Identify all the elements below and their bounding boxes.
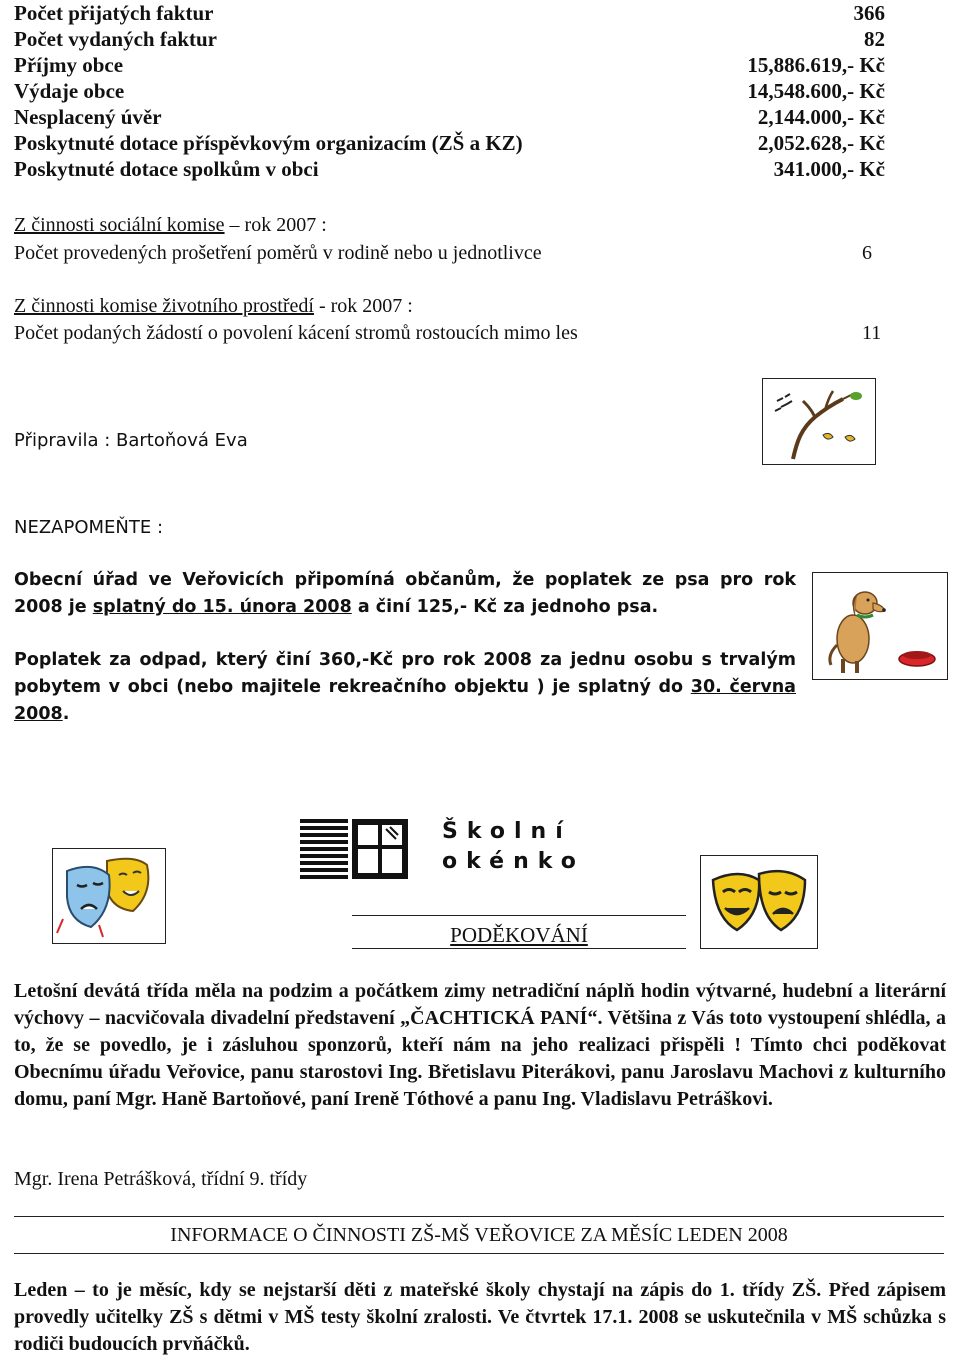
social-heading-rest: – rok 2007 :	[224, 214, 327, 236]
environment-heading-rest: - rok 2007 :	[313, 295, 413, 317]
school-window-logo	[298, 813, 585, 883]
info-title-box	[14, 1216, 944, 1254]
social-heading	[14, 212, 327, 238]
stat-label: Výdaje obce	[14, 79, 125, 103]
stat-value: 341.000,- Kč	[773, 157, 885, 181]
thanks-rule-bottom	[352, 948, 686, 949]
school-window-logo-icon	[298, 813, 423, 883]
stat-label: Počet vydaných faktur	[14, 27, 217, 51]
dog-clipart-icon	[813, 573, 947, 679]
reminder-paragraph-1: Obecní úřad ve Veřovicích připomíná občanům, že poplatek ze psa pro rok 2008 je splatný do 15. února 2008 a činí 125,- Kč za jednoho psa.	[14, 570, 796, 617]
stat-label: Poskytnuté dotace spolkům v obci	[14, 157, 319, 181]
stat-label: Poskytnuté dotace příspěvkovým organizacím (ZŠ a KZ)	[14, 131, 523, 155]
logo-line-2: okénko	[442, 849, 585, 874]
stat-value: 15,886.619,- Kč	[747, 53, 885, 77]
stat-value: 2,144.000,- Kč	[757, 105, 885, 129]
tree-clipart-icon	[763, 379, 875, 464]
tree-clipart-frame	[762, 378, 876, 465]
info-title: INFORMACE O ČINNOSTI ZŠ-MŠ VEŘOVICE ZA MĚSÍC LEDEN 2008	[170, 1224, 788, 1246]
thanks-title: PODĚKOVÁNÍ	[450, 923, 588, 947]
thanks-signature: Mgr. Irena Petrášková, třídní 9. třídy	[14, 1168, 308, 1190]
social-heading-underlined: Z činnosti sociální komise	[14, 214, 225, 236]
environment-line: Počet podaných žádostí o povolení kácení stromů rostoucích mimo les	[14, 322, 578, 344]
logo-line-1: Školní	[442, 819, 572, 844]
stat-label: Nesplacený úvěr	[14, 105, 162, 129]
theatre-masks-left-frame	[52, 848, 166, 944]
prepared-by: Připravila : Bartoňová Eva	[14, 430, 248, 451]
social-count: 6	[862, 242, 872, 264]
thanks-rule-top	[352, 915, 686, 916]
stat-value: 14,548.600,- Kč	[747, 79, 885, 103]
thanks-body: Letošní devátá třída měla na podzim a počátkem zimy netradiční náplň hodin výtvarné, hudební a literární výchovy – nacvičovala divadelní představení „ČACHTICKÁ PANÍ“. Většina z Vás toto vystoupení shlédla, a to, že se povedlo, je i zásluhou sponzorů, kteří nám na jeho realizaci přispěli ! Tímto chci poděkovat Obecnímu úřadu Veřovice, panu starostovi Ing. Břetislavu Piterákovi, panu Jaroslavu Machovi z kulturního domu, paní Mgr. Haně Bartoňové, paní Ireně Tóthové a panu Ing. Vladislavu Petráškovi.	[14, 980, 946, 1110]
stat-value: 366	[853, 1, 885, 25]
theatre-masks-right-frame	[700, 855, 818, 949]
reminder-title: NEZAPOMEŇTE :	[14, 517, 164, 538]
environment-heading-underlined: Z činnosti komise životního prostředí	[14, 295, 314, 317]
dog-clipart-frame	[812, 572, 948, 680]
environment-count: 11	[862, 322, 882, 344]
theatre-masks-left-icon	[53, 849, 165, 943]
theatre-masks-right-icon	[701, 856, 817, 948]
stat-label: Příjmy obce	[14, 53, 124, 77]
stat-value: 82	[864, 27, 885, 51]
stat-value: 2,052.628,- Kč	[757, 131, 885, 155]
stat-label: Počet přijatých faktur	[14, 1, 214, 25]
social-line: Počet provedených prošetření poměrů v rodině nebo u jednotlivce	[14, 242, 542, 264]
reminder-paragraph-2: Poplatek za odpad, který činí 360,-Kč pro rok 2008 za jednu osobu s trvalým pobytem v obci (nebo majitele rekreačního objektu ) je splatný do 30. června 2008.	[14, 650, 796, 724]
info-body: Leden – to je měsíc, kdy se nejstarší děti z mateřské školy chystají na zápis do 1. třídy ZŠ. Před zápisem provedly učitelky ZŠ s dětmi v MŠ testy školní zralosti. Ve čtvrtek 17.1. 2008 se uskutečnila v MŠ schůzka s rodiči budoucích prvňáčků.	[14, 1279, 946, 1355]
environment-heading	[14, 293, 413, 319]
